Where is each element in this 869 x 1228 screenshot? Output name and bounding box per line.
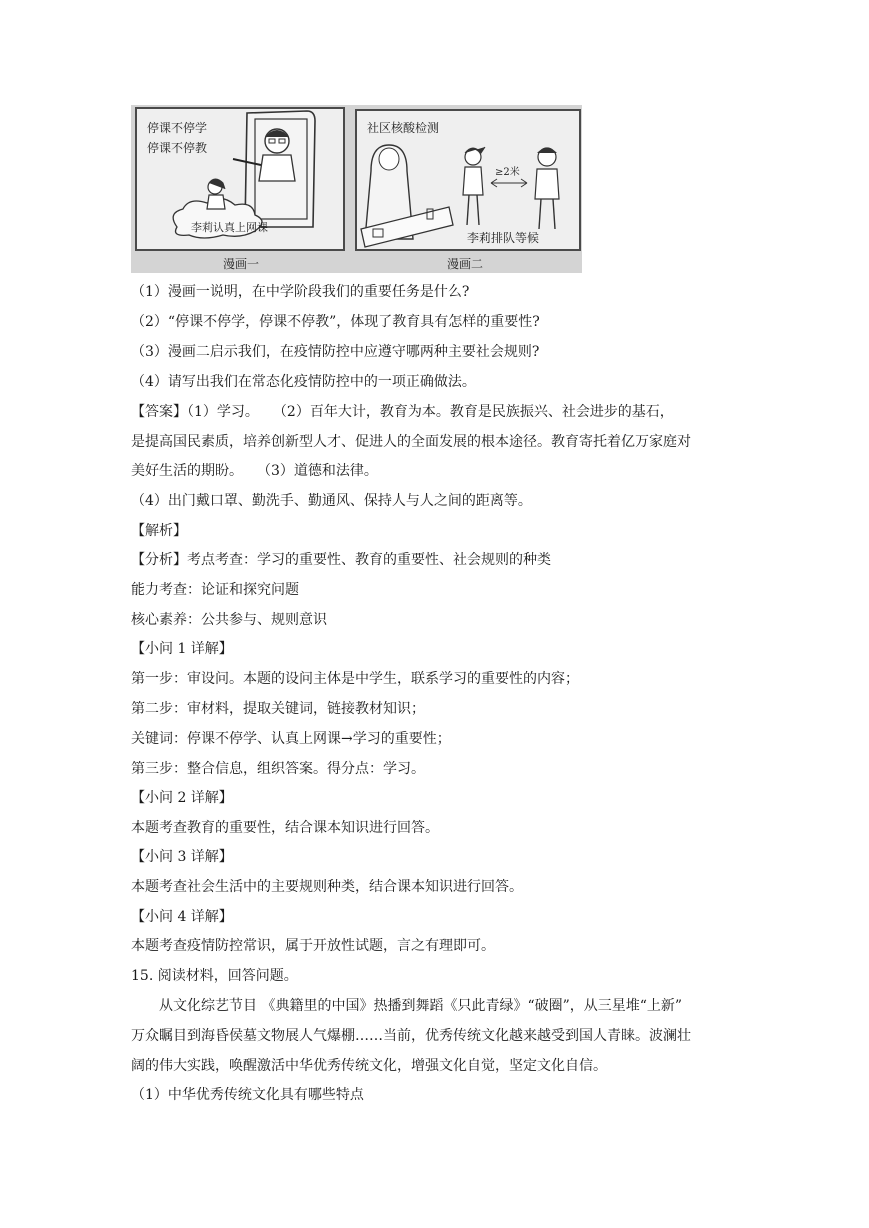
comic-2-distance: ≥2米	[495, 167, 520, 178]
core-literacy: 核心素养：公共参与、规则意识	[131, 612, 327, 628]
comic-panel-2	[355, 109, 581, 251]
question-3: （3）漫画二启示我们，在疫情防控中应遵守哪两种主要社会规则?	[131, 344, 540, 360]
comic-2-bottom-text: 李莉排队等候	[467, 231, 540, 245]
comic-figure	[131, 105, 582, 273]
sub-question-4-text: 本题考查疫情防控常识，属于开放性试题，言之有理即可。	[131, 938, 495, 954]
sub-question-3-heading: 【小问 3 详解】	[131, 849, 233, 865]
analysis-heading: 【解析】	[131, 523, 187, 539]
answer-line-3: 美好生活的期盼。 （3）道德和法律。	[131, 463, 378, 479]
comic-1-text-line2: 停课不停教	[147, 141, 208, 155]
question-15-1: （1）中华优秀传统文化具有哪些特点	[131, 1087, 364, 1103]
sub-question-2-text: 本题考查教育的重要性，结合课本知识进行回答。	[131, 820, 439, 836]
question-4: （4）请写出我们在常态化疫情防控中的一项正确做法。	[131, 374, 476, 390]
step-2: 第二步：审材料，提取关键词，链接教材知识；	[131, 701, 425, 717]
analysis-points: 【分析】考点考查：学习的重要性、教育的重要性、社会规则的种类	[131, 552, 551, 568]
comic-1-cloud-text: 李莉认真上网课	[191, 221, 268, 234]
comic-2-caption: 漫画二	[447, 257, 484, 271]
question-2: （2）“停课不停学，停课不停教”，体现了教育具有怎样的重要性?	[131, 314, 540, 330]
comic-2-title: 社区核酸检测	[367, 121, 440, 135]
question-1: （1）漫画一说明，在中学阶段我们的重要任务是什么?	[131, 284, 470, 300]
comic-panel-1	[135, 107, 345, 251]
step-1: 第一步：审设问。本题的设问主体是中学生，联系学习的重要性的内容；	[131, 671, 579, 687]
answer-line-4: （4）出门戴口罩、勤洗手、勤通风、保持人与人之间的距离等。	[131, 493, 532, 509]
answer-line-2: 是提高国民素质，培养创新型人才、促进人的全面发展的根本途径。教育寄托着亿万家庭对	[131, 434, 691, 450]
material-line-1: 从文化综艺节目 《典籍里的中国》热播到舞蹈《只此青绿》“破圈”，从三星堆“上新”	[131, 998, 683, 1014]
sub-question-3-text: 本题考查社会生活中的主要规则种类，结合课本知识进行回答。	[131, 879, 523, 895]
comic-1-text-line1: 停课不停学	[147, 121, 208, 135]
answer-line-1: 【答案】（1）学习。 （2）百年大计，教育为本。教育是民族振兴、社会进步的基石，	[131, 404, 674, 420]
question-15-title: 15. 阅读材料，回答问题。	[131, 968, 298, 984]
material-line-3: 阔的伟大实践，唤醒激活中华优秀传统文化，增强文化自觉，坚定文化自信。	[131, 1058, 607, 1074]
sub-question-2-heading: 【小问 2 详解】	[131, 790, 233, 806]
sub-question-1-heading: 【小问 1 详解】	[131, 641, 233, 657]
ability-check: 能力考查：论证和探究问题	[131, 582, 299, 598]
step-3: 第三步：整合信息，组织答案。得分点：学习。	[131, 761, 425, 777]
sub-question-4-heading: 【小问 4 详解】	[131, 909, 233, 925]
comic-1-caption: 漫画一	[223, 257, 260, 271]
keywords: 关键词：停课不停学、认真上网课→学习的重要性；	[131, 731, 451, 747]
material-line-2: 万众瞩目到海昏侯墓文物展人气爆棚……当前，优秀传统文化越来越受到国人青睐。波澜壮	[131, 1028, 691, 1044]
